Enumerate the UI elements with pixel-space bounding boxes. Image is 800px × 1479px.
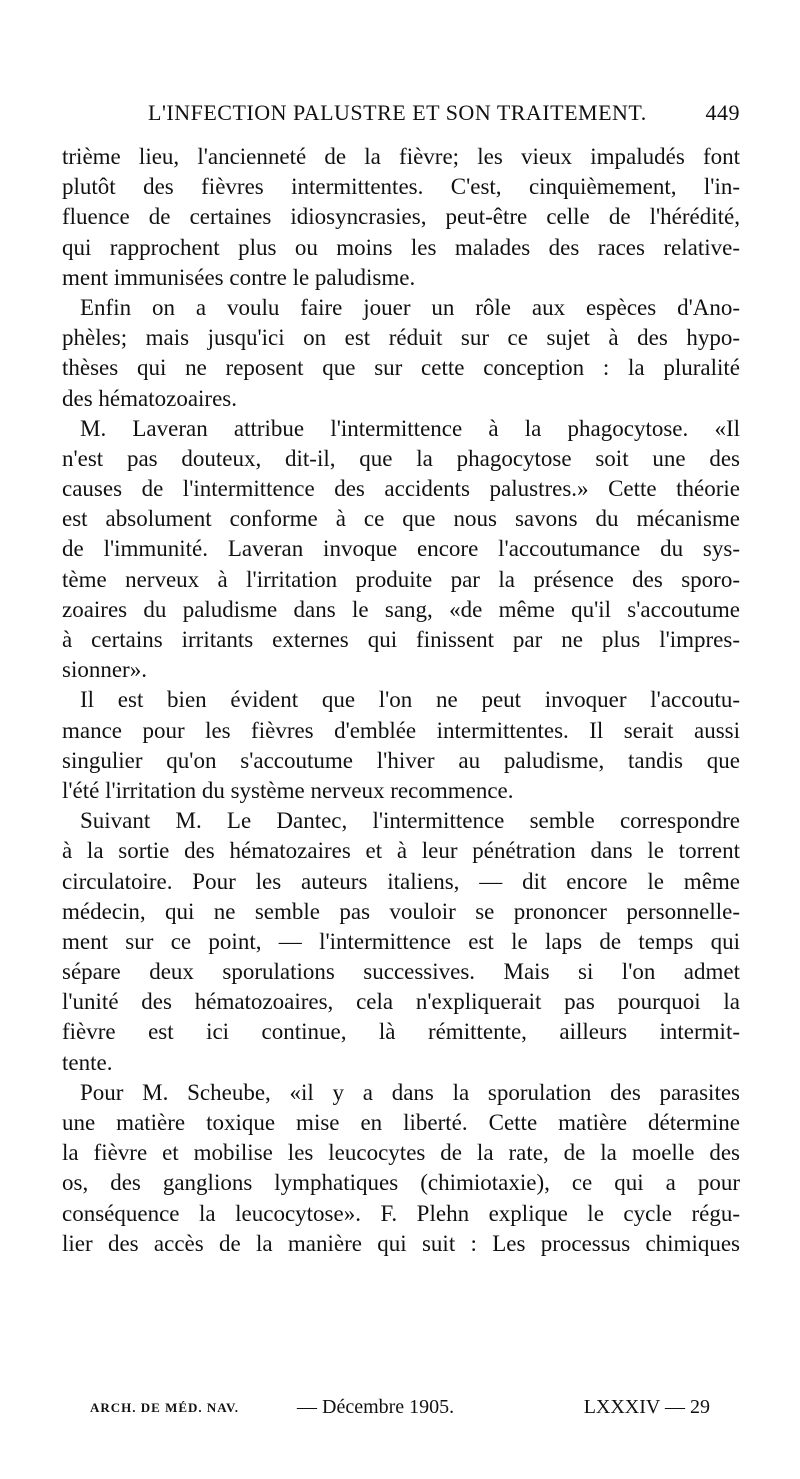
issue-date: — Décembre 1905. bbox=[297, 1396, 455, 1418]
text-line: ment immunisées contre le paludisme. bbox=[62, 264, 416, 290]
text-line: Il est bien évident que l'on ne peut invoquer l'accoutu- bbox=[80, 687, 740, 713]
text-line: est absolument conforme à ce que nous savons du mécanisme bbox=[62, 506, 740, 532]
text-line: sionner». bbox=[62, 657, 147, 683]
page-footer bbox=[90, 1396, 710, 1426]
text-line: Pour M. Scheube, «il y a dans la sporulation des parasites bbox=[80, 1079, 740, 1105]
signature-mark: LXXXIV — 29 bbox=[583, 1396, 710, 1418]
text-line: l'été l'irritation du système nerveux recommence. bbox=[62, 777, 514, 803]
text-line: ment sur ce point, — l'intermittence est le laps de temps qui bbox=[62, 928, 740, 954]
text-line: une matière toxique mise en liberté. Cette matière détermine bbox=[62, 1110, 740, 1135]
text-line: thèses qui ne reposent que sur cette conception : la pluralité bbox=[62, 355, 740, 381]
running-title: L'INFECTION PALUSTRE ET SON TRAITEMENT. bbox=[148, 100, 647, 125]
text-line: mance pour les fièvres d'emblée intermittentes. Il serait aussi bbox=[62, 717, 740, 743]
text-line: l'unité des hématozoaires, cela n'expliquerait pas pourquoi la bbox=[62, 989, 740, 1015]
text-line: tente. bbox=[62, 1049, 113, 1075]
text-line: Enfin on a voulu faire jouer un rôle aux espèces d'Ano- bbox=[80, 294, 740, 320]
text-line: qui rapprochent plus ou moins les malades des races relative- bbox=[62, 234, 740, 260]
text-line: fluence de certaines idiosyncrasies, peut-être celle de l'hérédité, bbox=[62, 204, 740, 230]
text-line: trième lieu, l'ancienneté de la fièvre; les vieux impaludés font bbox=[62, 144, 740, 169]
text-line: fièvre est ici continue, là rémittente, ailleurs intermit- bbox=[62, 1019, 740, 1045]
text-line: causes de l'intermittence des accidents palustres.» Cette théorie bbox=[62, 476, 740, 502]
text-line: tème nerveux à l'irritation produite par la présence des sporo- bbox=[62, 566, 740, 592]
text-line: phèles; mais jusqu'ici on est réduit sur ce sujet à des hypo- bbox=[62, 325, 740, 351]
text-line: la fièvre et mobilise les leucocytes de la rate, de la moelle des bbox=[62, 1140, 740, 1166]
text-line: zoaires du paludisme dans le sang, «de même qu'il s'accoutume bbox=[62, 596, 740, 622]
text-line: conséquence la leucocytose». F. Plehn explique le cycle régu- bbox=[62, 1200, 740, 1226]
body-text bbox=[62, 142, 740, 1259]
journal-abbreviation: ARCH. DE MÉD. NAV. bbox=[90, 1400, 239, 1415]
text-line: à la sortie des hématozaires et à leur pénétration dans le torrent bbox=[62, 838, 740, 864]
text-line: M. Laveran attribue l'intermittence à la phagocytose. «Il bbox=[80, 415, 740, 441]
running-header bbox=[148, 100, 740, 134]
text-line: circulatoire. Pour les auteurs italiens, — dit encore le même bbox=[62, 868, 740, 894]
text-line: singulier qu'on s'accoutume l'hiver au paludisme, tandis que bbox=[62, 747, 740, 773]
text-line: de l'immunité. Laveran invoque encore l'accoutumance du sys- bbox=[62, 536, 740, 562]
text-line: médecin, qui ne semble pas vouloir se prononcer personnelle- bbox=[62, 898, 740, 924]
text-line: plutôt des fièvres intermittentes. C'est, cinquièmement, l'in- bbox=[62, 174, 740, 200]
page-number: 449 bbox=[705, 100, 740, 125]
text-line: des hématozoaires. bbox=[62, 385, 237, 411]
text-line: os, des ganglions lymphatiques (chimiotaxie), ce qui a pour bbox=[62, 1170, 740, 1196]
text-line: n'est pas douteux, dit-il, que la phagocytose soit une des bbox=[62, 445, 740, 471]
text-line: sépare deux sporulations successives. Mais si l'on admet bbox=[62, 959, 740, 985]
text-line: à certains irritants externes qui finissent par ne plus l'impres- bbox=[62, 627, 740, 652]
text-line: Suivant M. Le Dantec, l'intermittence semble correspondre bbox=[80, 808, 740, 834]
text-line: lier des accès de la manière qui suit : Les processus chimiques bbox=[62, 1230, 740, 1256]
